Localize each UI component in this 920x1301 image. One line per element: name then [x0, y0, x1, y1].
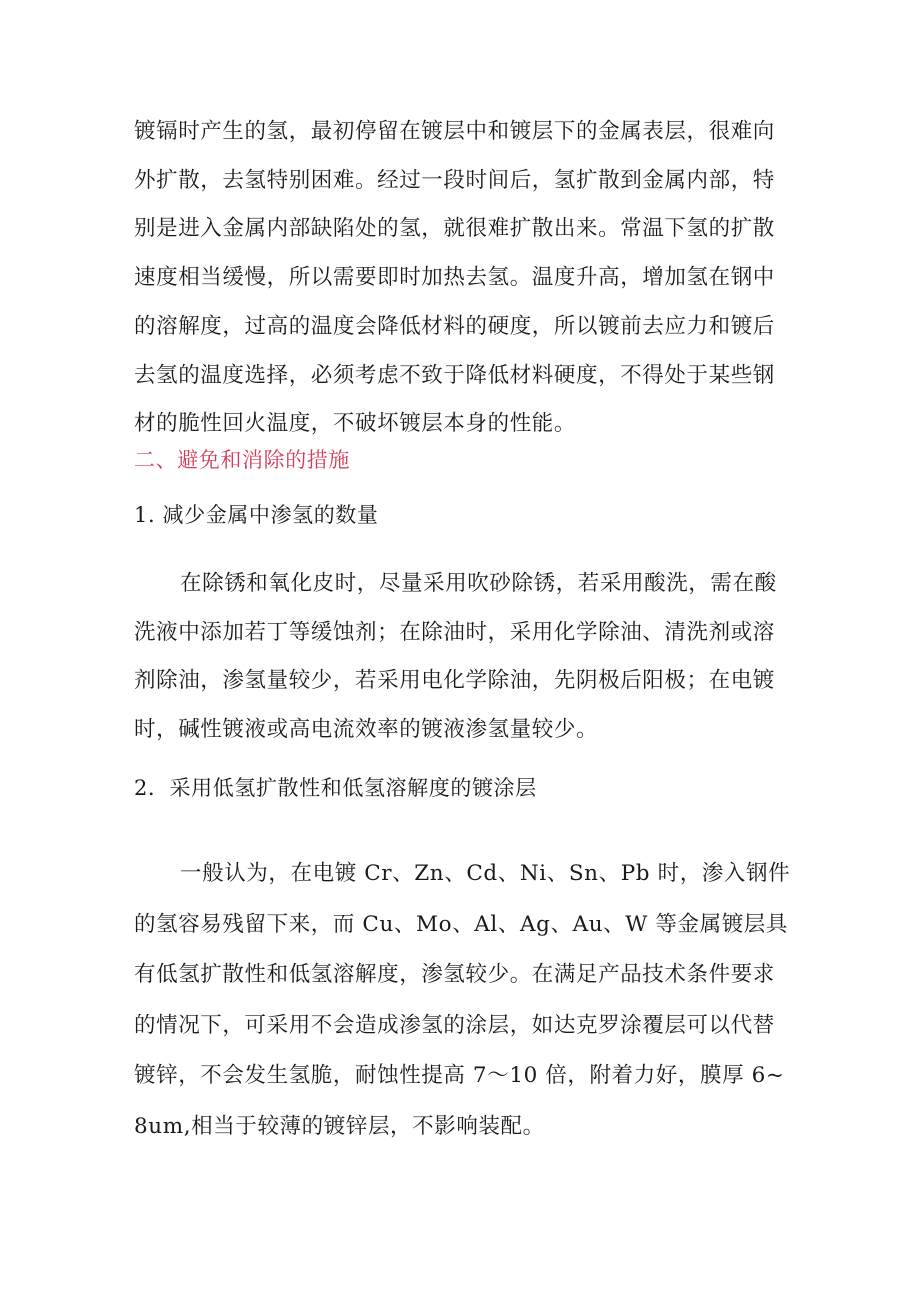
- paragraph-electroplating-metals: 一般认为，在电镀 Cr、Zn、Cd、Ni、Sn、Pb 时，渗入钢件的氢容易残留下来，而 Cu、Mo、Al、Ag、Au、W 等金属镀层具有低氢扩散性和低氢溶解度，渗氢较少。在满足产品技术条件要求的情况下，可采用不会造成渗氢的涂层，如达克罗涂覆层可以代替镀锌，不会发生氢脆，耐蚀性提高 7～10 倍，附着力好，膜厚 6~8um,相当于较薄的镀锌层，不影响装配。: [134, 861, 791, 1139]
- subheading-low-hydrogen-coating: 2．采用低氢扩散性和低氢溶解度的镀涂层: [134, 776, 537, 800]
- paragraph-rust-removal: 在除锈和氧化皮时，尽量采用吹砂除锈，若采用酸洗，需在酸洗液中添加若丁等缓蚀剂；在除油时，采用化学除油、清洗剂或溶剂除油，渗氢量较少，若采用电化学除油，先阴极后阳极；在电镀时，碱性镀液或高电流效率的镀液渗氢量较少。: [134, 571, 777, 743]
- subheading-reduce-hydrogen: 1. 减少金属中渗氢的数量: [134, 503, 379, 527]
- paragraph-hydrogen-diffusion: 镀镉时产生的氢，最初停留在镀层中和镀层下的金属表层，很难向外扩散，去氢特别困难。经过一段时间后，氢扩散到金属内部，特别是进入金属内部缺陷处的氢，就很难扩散出来。常温下氢的扩散速度相当缓慢，所以需要即时加热去氢。温度升高，增加氢在钢中的溶解度，过高的温度会降低材料的硬度，所以镀前去应力和镀后去氢的温度选择，必须考虑不致于降低材料硬度，不得处于某些钢材的脆性回火温度，不破坏镀层本身的性能。: [134, 119, 775, 437]
- section-heading: 二、避免和消除的措施: [134, 448, 350, 472]
